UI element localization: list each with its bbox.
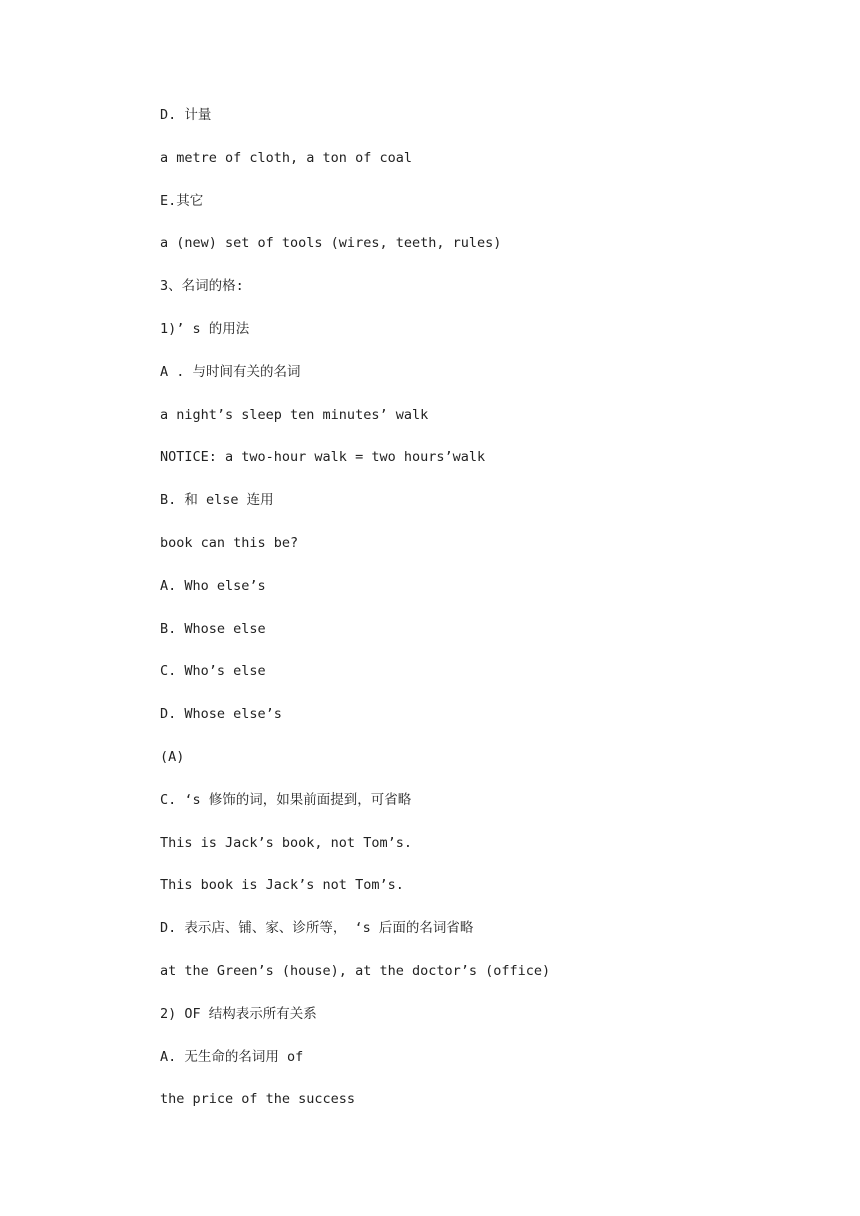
answer-option: C. Who’s else (160, 663, 266, 680)
text-line: NOTICE: a two-hour walk = two hours’walk (160, 449, 486, 466)
section-heading: 2) OF 结构表示所有关系 (160, 1005, 317, 1022)
document-body (160, 104, 800, 1131)
text-line: This is Jack’s book, not Tom’s. (160, 834, 412, 851)
text-line: A. 无生命的名词用 of (160, 1048, 304, 1065)
text-line: 1)’ s 的用法 (160, 320, 250, 337)
text-line: A . 与时间有关的名词 (160, 363, 301, 380)
text-line: D. 表示店、铺、家、诊所等， ‘s 后面的名词省略 (160, 920, 474, 937)
text-line: the price of the success (160, 1091, 356, 1108)
answer-option: A. Who else’s (160, 577, 266, 594)
text-line: book can this be? (160, 534, 299, 551)
answer-key: (A) (160, 748, 185, 765)
text-line: This book is Jack’s not Tom’s. (160, 877, 404, 894)
section-heading: 3、名词的格: (160, 278, 244, 295)
text-line: at the Green’s (house), at the doctor’s (office) (160, 962, 551, 979)
text-line: E.其它 (160, 192, 204, 209)
text-line: C. ‘s 修饰的词，如果前面提到，可省略 (160, 791, 412, 808)
text-line: D. 计量 (160, 107, 212, 123)
text-line: a night’s sleep ten minutes’ walk (160, 406, 429, 423)
answer-option: B. Whose else (160, 620, 266, 637)
text-line: B. 和 else 连用 (160, 492, 274, 509)
answer-option: D. Whose else’s (160, 706, 282, 723)
text-line: a (new) set of tools (wires, teeth, rules) (160, 235, 502, 252)
text-line: a metre of cloth, a ton of coal (160, 149, 412, 166)
